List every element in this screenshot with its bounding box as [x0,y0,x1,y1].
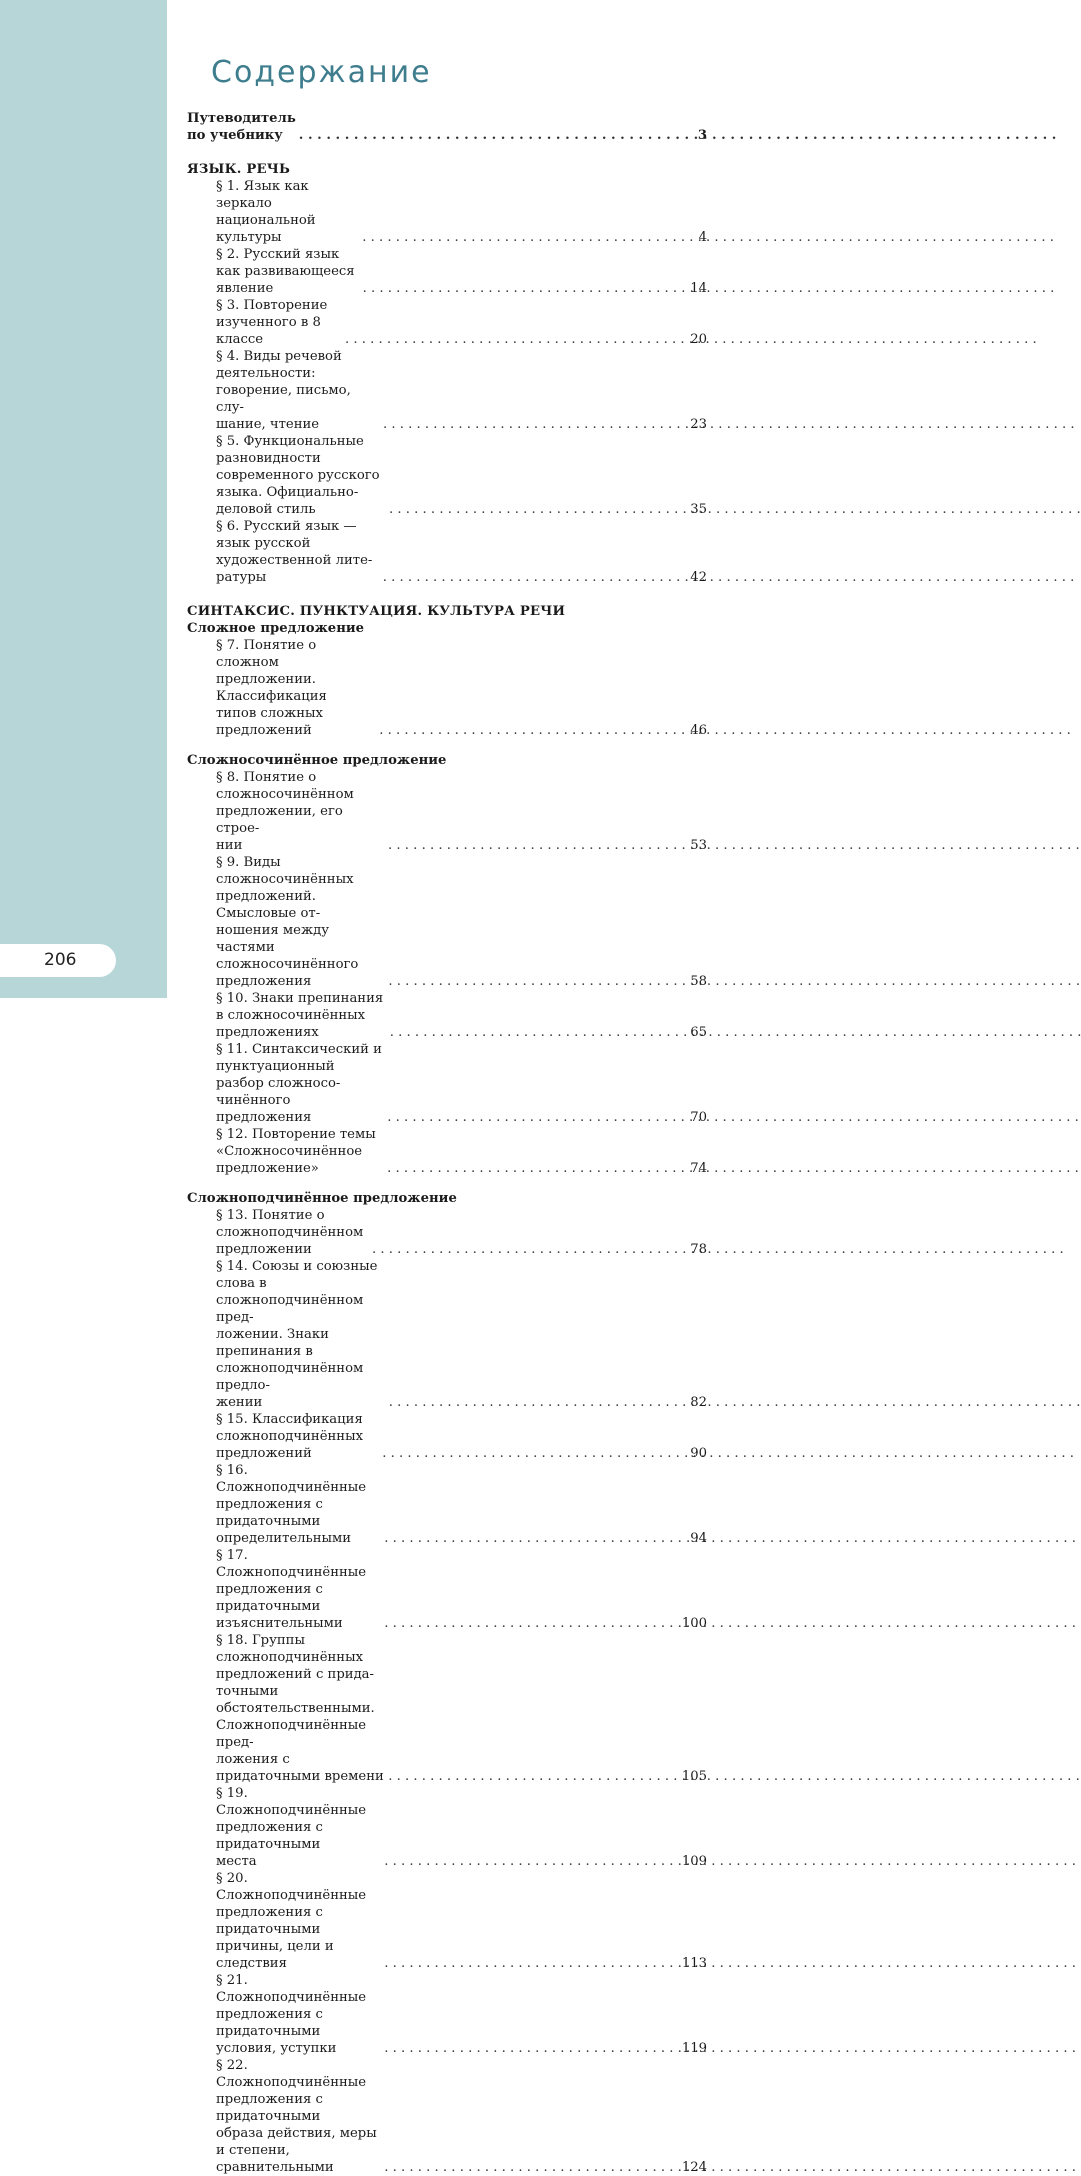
toc-entry-14[interactable] [187,1258,707,1411]
toc-entry-text: § 22. Сложноподчинённые предложения с придаточными образа действия, меры и степени, сравнительными [216,2058,377,2175]
leader-dots [384,1615,666,1632]
leader-dots [345,331,666,348]
toc-entry-12[interactable] [187,1126,707,1177]
toc-entry-page: 35 [690,502,707,517]
toc-entry-18[interactable] [187,1632,707,1785]
toc-entry-text: § 21. Сложноподчинённые предложения с придаточными условия, уступки [216,1973,367,2056]
toc-entry-text: § 12. Повторение темы «Сложносочинённое предложение» [216,1127,376,1176]
toc-entry-page: 20 [690,332,707,347]
toc-entry-2[interactable] [187,246,707,297]
toc-entry-page: 65 [690,1025,707,1040]
toc-entry-text: § 19. Сложноподчинённые предложения с придаточными места [216,1786,367,1869]
leader-dots [389,1394,666,1411]
toc-entry-19[interactable] [187,1785,707,1870]
toc-entry-page: 53 [690,838,707,853]
toc-entry-page: 124 [681,2160,707,2175]
toc-entry-page: 78 [690,1242,707,1257]
leader-dots [389,501,666,518]
page-number: 206 [0,944,116,977]
toc-entry-page: 46 [690,723,707,738]
toc-entry-17[interactable] [187,1547,707,1632]
leader-dots [362,229,666,246]
toc-entry-page: 113 [681,1956,707,1971]
toc-entry-text: § 17. Сложноподчинённые предложения с придаточными изъяснительными [216,1548,367,1631]
toc-entry-text: § 6. Русский язык — язык русской художественной лите- ратуры [216,519,373,585]
toc-entry-15[interactable] [187,1411,707,1462]
toc-entry-16[interactable] [187,1462,707,1547]
toc-entry-13[interactable] [187,1207,707,1258]
table-of-contents [187,110,707,2176]
toc-entry-4[interactable] [187,348,707,433]
leader-dots [363,280,666,297]
toc-entry-text: Путеводитель по учебнику [187,111,296,143]
leader-dots [299,127,666,144]
toc-entry-page: 109 [681,1854,707,1869]
toc-entry-text: § 5. Функциональные разновидности современного русского языка. Официально-деловой стиль [216,434,380,517]
section-heading-compound: Сложносочинённое предложение [187,753,447,768]
toc-entry-1[interactable] [187,178,707,246]
leader-dots [383,416,666,433]
leader-dots [388,973,666,990]
leader-dots [382,1445,666,1462]
toc-entry-page: 42 [690,570,707,585]
leader-dots [390,1024,666,1041]
toc-entry-22[interactable] [187,2057,707,2176]
toc-entry-text: § 4. Виды речевой деятельности: говорение, письмо, слу- шание, чтение [216,349,351,432]
leader-dots [384,1955,666,1972]
toc-entry-text: § 18. Группы сложноподчинённых предложений с прида- точными обстоятельственными. Сложноподчинённые пред- ложения с придаточными времени [216,1633,384,1784]
toc-entry-20[interactable] [187,1870,707,1972]
toc-entry-page: 58 [690,974,707,989]
section-heading-subordinate: Сложноподчинённое предложение [187,1191,457,1206]
toc-entry-text: § 16. Сложноподчинённые предложения с придаточными определительными [216,1463,367,1546]
leader-dots [383,569,666,586]
leader-dots [384,1530,666,1547]
part-heading-language: ЯЗЫК. РЕЧЬ [187,162,291,177]
toc-entry-page: 4 [698,230,707,245]
toc-entry-11[interactable] [187,1041,707,1126]
leader-dots [384,2159,666,2176]
leader-dots [372,1241,666,1258]
leader-dots [387,1109,666,1126]
leader-dots [388,837,666,854]
toc-entry-21[interactable] [187,1972,707,2057]
leader-dots [387,1160,666,1177]
toc-entry-text: § 13. Понятие о сложноподчинённом предложении [216,1208,364,1257]
toc-entry-page: 23 [690,417,707,432]
toc-entry-text: § 15. Классификация сложноподчинённых предложений [216,1412,364,1461]
toc-entry-text: § 11. Синтаксический и пунктуационный разбор сложносо- чинённого предложения [216,1042,382,1125]
toc-entry-text: § 8. Понятие о сложносочинённом предложении, его строе- нии [216,770,354,853]
toc-entry-text: § 10. Знаки препинания в сложносочинённых предложениях [216,991,384,1040]
toc-entry-text: § 20. Сложноподчинённые предложения с придаточными причины, цели и следствия [216,1871,367,1971]
toc-entry-text: § 9. Виды сложносочинённых предложений. Смысловые от- ношения между частями сложносочинённого предложения [216,855,359,989]
toc-entry-10[interactable] [187,990,707,1041]
toc-entry-3[interactable] [187,297,707,348]
leader-dots [379,722,666,739]
toc-entry-page: 119 [681,2041,707,2056]
toc-entry-text: § 7. Понятие о сложном предложении. Классификация типов сложных предложений [216,638,327,738]
toc-entry-page: 14 [690,281,707,296]
part-heading-syntax: СИНТАКСИС. ПУНКТУАЦИЯ. КУЛЬТУРА РЕЧИ [187,604,566,619]
toc-entry-5[interactable] [187,433,707,518]
toc-entry-page: 90 [690,1446,707,1461]
toc-entry-page: 3 [697,128,707,143]
side-color-band [0,0,167,998]
toc-entry-text: § 2. Русский язык как развивающееся явление [216,247,355,296]
leader-dots [384,2040,666,2057]
page-title: Содержание [211,55,432,90]
toc-entry-8[interactable] [187,769,707,854]
toc-entry-7[interactable] [187,637,707,739]
toc-entry-text: § 3. Повторение изученного в 8 классе [216,298,328,347]
leader-dots [388,1768,666,1785]
toc-entry-page: 70 [690,1110,707,1125]
toc-entry-text: § 1. Язык как зеркало национальной культуры [216,179,316,245]
section-heading-complex: Сложное предложение [187,621,365,636]
toc-entry-text: § 14. Союзы и союзные слова в сложноподчинённом пред- ложении. Знаки препинания в сложноподчинённом предло- жении [216,1259,378,1410]
toc-entry-page: 82 [690,1395,707,1410]
toc-entry-page: 94 [690,1531,707,1546]
toc-entry-page: 105 [681,1769,707,1784]
toc-entry-9[interactable] [187,854,707,990]
toc-entry-6[interactable] [187,518,707,586]
toc-entry-guide[interactable] [187,110,707,144]
toc-entry-page: 100 [681,1616,707,1631]
toc-entry-page: 74 [690,1161,707,1176]
leader-dots [384,1853,666,1870]
